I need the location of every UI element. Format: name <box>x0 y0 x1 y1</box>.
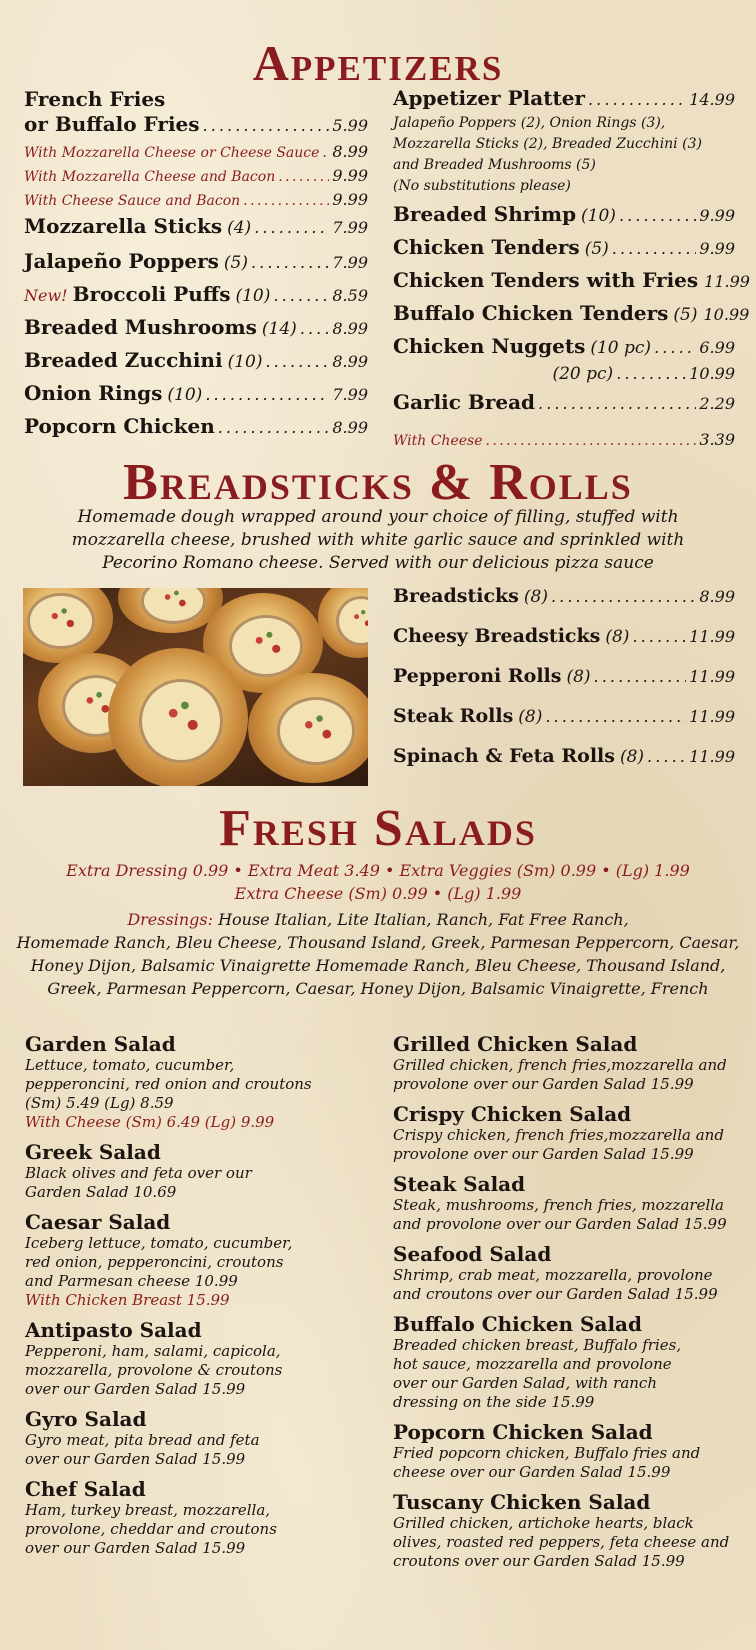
item-qty: (10 pc) <box>590 338 652 358</box>
breadsticks-description <box>0 506 756 575</box>
item-qty: (14) <box>261 319 297 339</box>
new-badge: New! <box>24 286 68 305</box>
menu-item-row <box>393 202 735 235</box>
platter-note-line: and Breaded Mushrooms (5) <box>393 157 596 173</box>
item-price: 11.99 <box>689 627 735 646</box>
item-qty: (8) <box>619 747 645 767</box>
leader-dots <box>300 319 330 338</box>
salad-name: Antipasto Salad <box>25 1318 202 1342</box>
item-price: 8.99 <box>332 142 368 161</box>
salad-description-line: red onion, pepperoncini, croutons <box>25 1253 284 1271</box>
leader-dots <box>538 394 696 413</box>
item-name: Popcorn Chicken <box>24 414 215 438</box>
menu-item-row <box>393 625 735 665</box>
salad-description-line: Lettuce, tomato, cucumber, <box>25 1056 235 1074</box>
item-qty: (10) <box>167 385 203 405</box>
menu-item-row <box>393 364 735 390</box>
item-name: Chicken Nuggets <box>393 334 586 358</box>
menu-item-row <box>393 235 735 268</box>
salad-name: Popcorn Chicken Salad <box>393 1420 653 1444</box>
item-price: 8.59 <box>332 286 368 305</box>
salad-name: Gyro Salad <box>25 1407 147 1431</box>
leader-dots <box>647 747 686 766</box>
item-price: 6.99 <box>699 338 735 357</box>
item-name: Cheesy Breadsticks <box>393 625 601 647</box>
salad-extras-line1: Extra Dressing 0.99 • Extra Meat 3.49 • Extra Veggies (Sm) 0.99 • (Lg) 1.99 <box>66 861 690 880</box>
leader-dots <box>632 627 686 646</box>
item-price: 9.99 <box>332 190 368 209</box>
leader-dots <box>218 418 330 437</box>
salad-name: Garden Salad <box>25 1032 176 1056</box>
salad-dressings-line1: Dressings: House Italian, Lite Italian, Ranch, Fat Free Ranch, <box>127 910 629 929</box>
salad-item <box>25 1477 365 1558</box>
item-price: 9.99 <box>699 239 735 258</box>
menu-item-row <box>393 705 735 745</box>
salad-description-line: mozzarella, provolone & croutons <box>25 1361 283 1379</box>
item-name: or Buffalo Fries <box>24 112 200 136</box>
salad-item <box>393 1490 743 1571</box>
item-name: Steak Rolls <box>393 705 514 727</box>
salad-item <box>393 1172 743 1234</box>
item-qty: (4) <box>227 218 252 238</box>
menu-item-row <box>24 414 368 447</box>
salad-description-line: and provolone over our Garden Salad 15.99 <box>393 1215 727 1233</box>
sub-item-label: With Cheese <box>393 433 483 449</box>
leader-dots <box>594 667 687 686</box>
salad-item <box>25 1407 365 1469</box>
item-name: Garlic Bread <box>393 390 536 414</box>
item-qty: (5) <box>223 253 248 273</box>
item-price: 11.99 <box>704 272 750 291</box>
salad-name: Greek Salad <box>25 1140 161 1164</box>
salad-description-line: over our Garden Salad, with ranch <box>393 1374 657 1392</box>
salad-description-line: and Parmesan cheese 10.99 <box>25 1272 238 1290</box>
menu-item-row <box>393 585 735 625</box>
item-price: 7.99 <box>332 385 368 404</box>
leader-dots <box>616 364 686 383</box>
leader-dots <box>322 142 329 161</box>
sub-item-row <box>24 166 368 190</box>
item-price: 8.99 <box>332 352 368 371</box>
leader-dots <box>243 190 329 209</box>
item-price: 9.99 <box>332 166 368 185</box>
salad-description-line: over our Garden Salad 15.99 <box>25 1380 246 1398</box>
item-price: 11.99 <box>689 667 735 686</box>
platter-note-line: Jalapeño Poppers (2), Onion Rings (3), <box>393 115 666 131</box>
salad-description-line: Shrimp, crab meat, mozzarella, provolone <box>393 1266 713 1284</box>
item-qty: (8) <box>518 707 543 727</box>
leader-dots <box>278 166 329 185</box>
breadsticks-description-line: Pecorino Romano cheese. Served with our delicious pizza sauce <box>102 553 654 573</box>
salad-extras-line2: Extra Cheese (Sm) 0.99 • (Lg) 1.99 <box>234 884 522 903</box>
salad-item <box>393 1102 743 1164</box>
salad-name: Caesar Salad <box>25 1210 171 1234</box>
salad-description-line: Black olives and feta over our <box>25 1164 252 1182</box>
salads-right-column <box>393 1032 743 1579</box>
appetizers-title: Appetizers <box>252 35 504 91</box>
salad-name: Buffalo Chicken Salad <box>393 1312 642 1336</box>
item-price: 7.99 <box>332 218 368 237</box>
item-name: Breadsticks <box>393 585 519 607</box>
item-qty: (8) <box>566 667 591 687</box>
menu-item-row <box>393 665 735 705</box>
sub-item-row <box>393 430 735 454</box>
item-name: Chicken Tenders <box>393 235 580 259</box>
salad-item <box>25 1318 365 1399</box>
item-qty: (5) <box>584 239 609 259</box>
leader-dots <box>612 239 697 258</box>
item-price: 3.39 <box>699 430 735 449</box>
salad-description-line: Crispy chicken, french fries,mozzarella and <box>393 1126 724 1144</box>
leader-dots <box>254 218 329 237</box>
item-price: 11.99 <box>689 707 735 726</box>
salad-item <box>393 1242 743 1304</box>
salads-title: Fresh Salads <box>219 800 537 857</box>
platter-notes <box>393 113 735 197</box>
leader-dots <box>273 286 329 305</box>
menu-item-row <box>393 268 750 301</box>
item-qty: (5) <box>673 305 698 325</box>
salad-dressings-line2: Homemade Ranch, Bleu Cheese, Thousand Island, Greek, Parmesan Peppercorn, Caesar, <box>16 933 740 952</box>
salad-description-line: pepperoncini, red onion and croutons <box>25 1075 312 1093</box>
menu-item-row <box>24 348 368 381</box>
salad-item <box>25 1210 365 1310</box>
item-qty: (10) <box>227 352 263 372</box>
leader-dots <box>619 206 696 225</box>
platter-note-line: (No substitutions please) <box>393 178 571 194</box>
menu-item-row <box>24 249 368 282</box>
salad-item <box>25 1032 365 1132</box>
item-price: 8.99 <box>332 319 368 338</box>
appetizers-right-column <box>393 86 750 454</box>
menu-item-row <box>24 112 368 142</box>
salad-description-line: Breaded chicken breast, Buffalo fries, <box>393 1336 682 1354</box>
item-name: Mozzarella Sticks <box>24 214 223 238</box>
leader-dots <box>654 338 696 357</box>
item-price: 10.99 <box>703 305 750 324</box>
salad-description-line: cheese over our Garden Salad 15.99 <box>393 1463 671 1481</box>
item-price: 5.99 <box>332 116 368 135</box>
item-price: 2.29 <box>699 394 735 413</box>
salad-description-line: Gyro meat, pita bread and feta <box>25 1431 260 1449</box>
salad-name: Chef Salad <box>25 1477 146 1501</box>
item-qty: (8) <box>605 627 630 647</box>
leader-dots <box>551 587 696 606</box>
breadsticks-items <box>393 585 735 785</box>
leader-dots <box>265 352 329 371</box>
salads-left-column <box>25 1032 365 1566</box>
salad-description-line: over our Garden Salad 15.99 <box>25 1450 246 1468</box>
leader-dots <box>205 385 329 404</box>
menu-item-row <box>393 334 735 364</box>
salad-description-line: Fried popcorn chicken, Buffalo fries and <box>393 1444 701 1462</box>
salad-description-line: provolone over our Garden Salad 15.99 <box>393 1145 694 1163</box>
menu-item-row <box>24 381 368 414</box>
salad-description-line: Iceberg lettuce, tomato, cucumber, <box>25 1234 293 1252</box>
sub-item-row <box>24 142 368 166</box>
item-price: 10.99 <box>689 364 735 383</box>
item-price: 9.99 <box>699 206 735 225</box>
salad-name: Tuscany Chicken Salad <box>393 1490 651 1514</box>
item-qty: (20 pc) <box>552 364 614 384</box>
salad-name: Grilled Chicken Salad <box>393 1032 638 1056</box>
leader-dots <box>251 253 329 272</box>
salad-item <box>393 1420 743 1482</box>
salad-dressings-line4: Greek, Parmesan Peppercorn, Caesar, Honey Dijon, Balsamic Vinaigrette, French <box>47 979 709 998</box>
salad-item <box>393 1312 743 1412</box>
salad-description-line: olives, roasted red peppers, feta cheese and <box>393 1533 730 1551</box>
salad-extra: With Cheese (Sm) 6.49 (Lg) 9.99 <box>25 1113 275 1131</box>
menu-item-appetizer-platter: Appetizer Platter . . . 14.99 <box>393 86 735 113</box>
item-name: Onion Rings <box>24 381 163 405</box>
salad-dressings-line3: Honey Dijon, Balsamic Vinaigrette Homemade Ranch, Bleu Cheese, Thousand Island, <box>30 956 726 975</box>
item-name: Chicken Tenders with Fries <box>393 268 699 292</box>
salad-description-line: dressing on the side 15.99 <box>393 1393 595 1411</box>
item-price: 8.99 <box>699 587 735 606</box>
leader-dots <box>545 707 686 726</box>
menu-item-row <box>393 301 750 334</box>
menu-item-row <box>24 315 368 348</box>
menu-item-row <box>24 214 368 249</box>
salad-description-line: over our Garden Salad 15.99 <box>25 1539 246 1557</box>
breadsticks-description-line: Homemade dough wrapped around your choice of filling, stuffed with <box>77 507 679 527</box>
leader-dots <box>485 430 696 449</box>
item-qty: (10) <box>235 286 271 306</box>
item-price: 7.99 <box>332 253 368 272</box>
item-price: 8.99 <box>332 418 368 437</box>
sub-item-label: With Cheese Sauce and Bacon <box>24 193 241 209</box>
appetizers-left-column <box>24 86 368 447</box>
salad-description-line: croutons over our Garden Salad 15.99 <box>393 1552 685 1570</box>
salad-extra: With Chicken Breast 15.99 <box>25 1291 230 1309</box>
item-name: Jalapeño Poppers <box>24 249 219 273</box>
salad-item <box>25 1140 365 1202</box>
salad-description-line: provolone over our Garden Salad 15.99 <box>393 1075 694 1093</box>
salad-description-line: and croutons over our Garden Salad 15.99 <box>393 1285 718 1303</box>
sub-item-row <box>24 190 368 214</box>
leader-dots <box>203 116 330 135</box>
item-qty: (10) <box>581 206 616 226</box>
salad-name: Crispy Chicken Salad <box>393 1102 632 1126</box>
salad-description-line: Pepperoni, ham, salami, capicola, <box>25 1342 281 1360</box>
item-name-line: French Fries <box>24 87 166 111</box>
item-name: Breaded Shrimp <box>393 202 577 226</box>
salad-name: Steak Salad <box>393 1172 526 1196</box>
salad-description-line: Grilled chicken, french fries,mozzarella and <box>393 1056 727 1074</box>
item-qty: (8) <box>523 587 548 607</box>
menu-item-row <box>393 745 735 785</box>
sub-item-label: With Mozzarella Cheese and Bacon <box>24 169 276 185</box>
breadsticks-title: Breadsticks & Rolls <box>123 454 633 511</box>
platter-note-line: Mozzarella Sticks (2), Breaded Zucchini (3) <box>393 136 702 152</box>
salad-name: Seafood Salad <box>393 1242 552 1266</box>
salad-item <box>393 1032 743 1094</box>
item-name: Breaded Zucchini <box>24 348 223 372</box>
salad-description-line: (Sm) 5.49 (Lg) 8.59 <box>25 1094 174 1112</box>
item-name: Broccoli Puffs <box>72 282 231 306</box>
breadsticks-description-line: mozzarella cheese, brushed with white garlic sauce and sprinkled with <box>71 530 685 550</box>
salad-description-line: Grilled chicken, artichoke hearts, black <box>393 1514 694 1532</box>
item-price: 11.99 <box>689 747 735 766</box>
item-name: Spinach & Feta Rolls <box>393 745 615 767</box>
salad-description-line: Steak, mushrooms, french fries, mozzarella <box>393 1196 724 1214</box>
salad-description-line: Garden Salad 10.69 <box>25 1183 177 1201</box>
salad-description-line: provolone, cheddar and croutons <box>25 1520 277 1538</box>
breadsticks-photo <box>23 588 368 786</box>
menu-item-row <box>393 390 735 430</box>
item-name: Buffalo Chicken Tenders <box>393 301 669 325</box>
menu-item-row <box>24 282 368 315</box>
salad-description-line: Ham, turkey breast, mozzarella, <box>25 1501 271 1519</box>
salad-description-line: hot sauce, mozzarella and provolone <box>393 1355 672 1373</box>
item-name: Pepperoni Rolls <box>393 665 562 687</box>
sub-item-label: With Mozzarella Cheese or Cheese Sauce <box>24 145 320 161</box>
item-name: Breaded Mushrooms <box>24 315 257 339</box>
